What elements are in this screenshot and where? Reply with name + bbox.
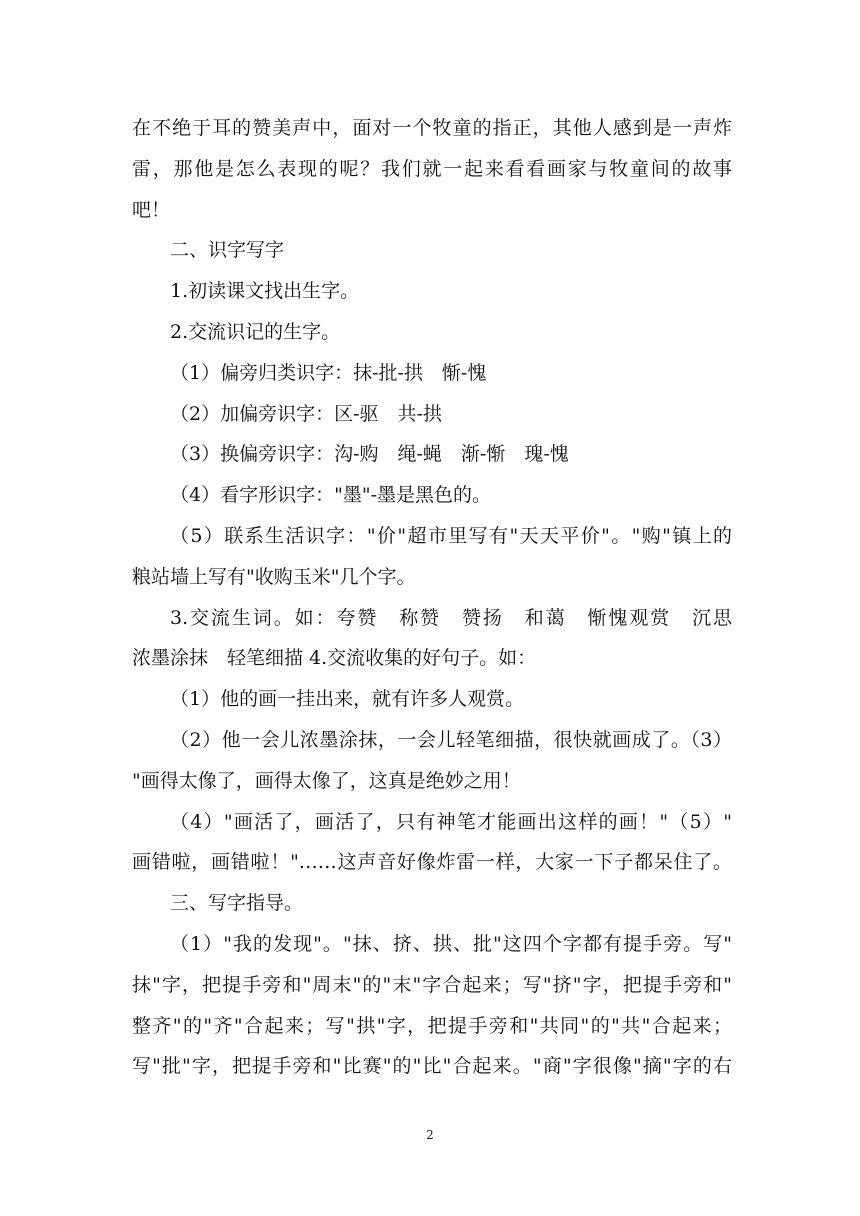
text-line: （1）他的画一挂出来，就有许多人观赏。 [170, 688, 525, 711]
text-line: （1）"我的发现"。"抹、挤、拱、批"这四个字都有提手旁。写" [170, 932, 732, 955]
text-line: （5）联系生活识字："价"超市里写有"天天平价"。"购"镇上的 [170, 524, 732, 547]
text-line: 整齐"的"齐"合起来；写"拱"字，把提手旁和"共同"的"共"合起来； [132, 1014, 732, 1037]
text-line: 吧！ [132, 198, 171, 221]
text-line: 抹"字，把提手旁和"周末"的"末"字合起来；写"挤"字，把提手旁和" [132, 973, 732, 996]
document-body [132, 108, 732, 1087]
text-line: 3.交流生词。如：夸赞 称赞 赞扬 和蔼 惭愧观赏 沉思 [170, 606, 732, 629]
text-line: "画得太像了，画得太像了，这真是绝妙之用！ [132, 769, 521, 792]
text-line: 2.交流识记的生字。 [170, 320, 341, 343]
text-line: （3）换偏旁识字：沟-购 绳-蝇 渐-惭 瑰-愧 [170, 443, 569, 466]
text-line: （2）他一会儿浓墨涂抹，一会儿轻笔细描，很快就画成了。（3） [170, 728, 732, 751]
text-line: 在不绝于耳的赞美声中，面对一个牧童的指正，其他人感到是一声炸 [132, 117, 732, 139]
text-line: 画错啦，画错啦！"……这声音好像炸雷一样，大家一下子都呆住了。 [132, 851, 732, 874]
text-line: （1）偏旁归类识字：抹-批-拱 惭-愧 [170, 361, 487, 384]
text-line: （4）看字形识字："墨"-墨是黑色的。 [170, 484, 491, 507]
text-line: 三、写字指导。 [170, 892, 304, 915]
page-number: 2 [426, 1128, 434, 1142]
text-line: （2）加偏旁识字：区-驱 共-拱 [170, 402, 442, 425]
text-line: （4）"画活了，画活了，只有神笔才能画出这样的画！"（5）" [170, 810, 732, 833]
text-line: 粮站墙上写有"收购玉米"几个字。 [132, 565, 416, 588]
text-line: 二、识字写字 [170, 239, 285, 262]
text-line: 雷，那他是怎么表现的呢？我们就一起来看看画家与牧童间的故事 [132, 157, 732, 180]
text-line: 浓墨涂抹 轻笔细描 4.交流收集的好句子。如： [132, 647, 537, 670]
text-line: 写"批"字，把提手旁和"比赛"的"比"合起来。"商"字很像"摘"字的右 [132, 1055, 732, 1078]
text-line: 1.初读课文找出生字。 [170, 280, 360, 303]
